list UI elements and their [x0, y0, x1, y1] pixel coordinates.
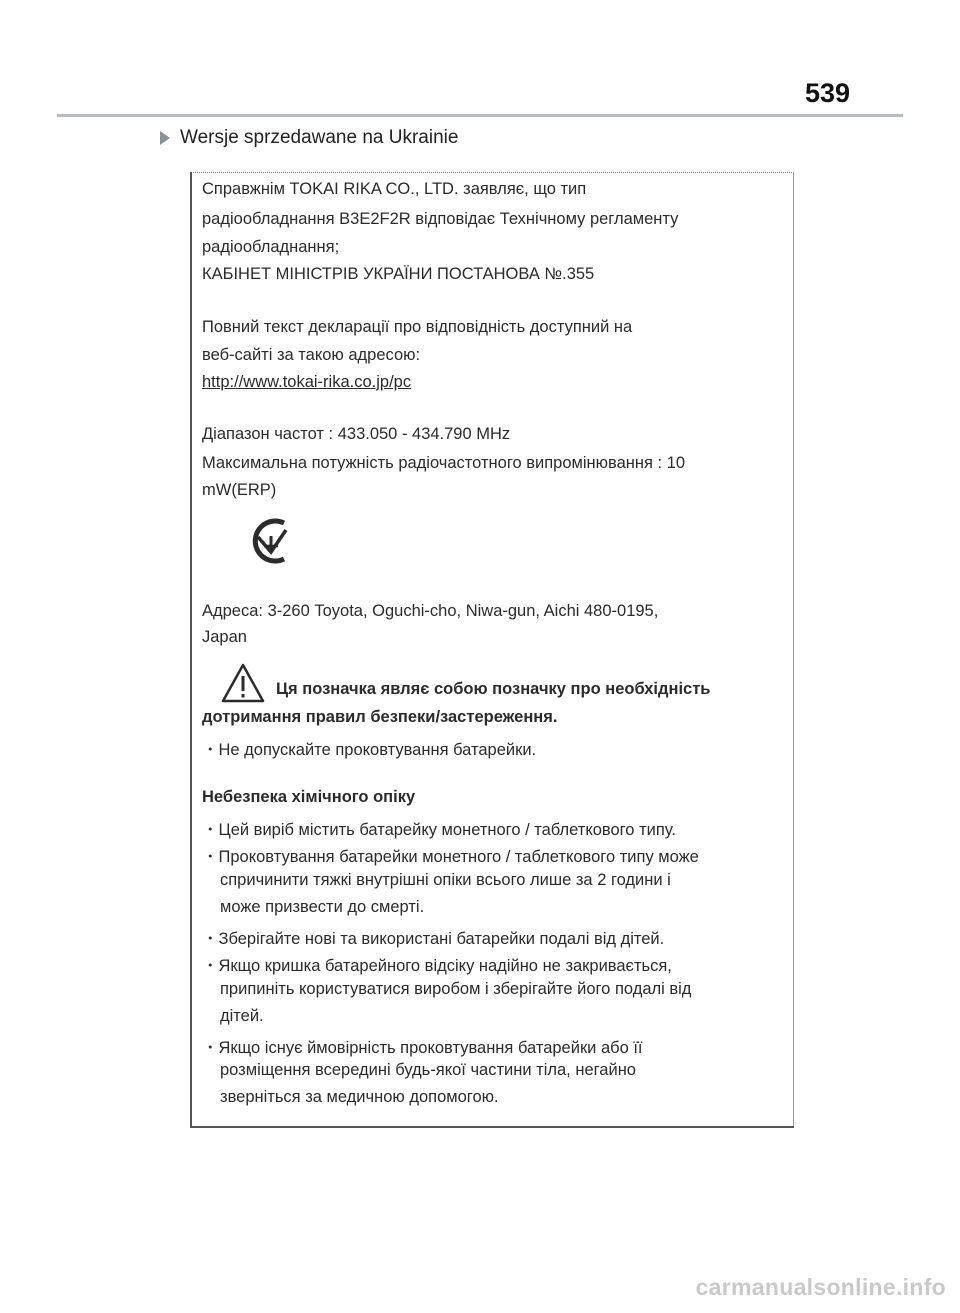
doc-border-bottom — [190, 1126, 794, 1128]
doc-line: Справжнім TOKAI RIKA CO., LTD. заявляє, що тип — [202, 180, 587, 198]
page-number: 539 — [804, 78, 850, 108]
doc-line: розміщення всередині будь-якої частини тіла, негайно — [220, 1061, 636, 1079]
doc-line: ・Цей виріб містить батарейку монетного / таблеткового типу. — [202, 821, 676, 839]
ukrainian-conformity-mark-icon — [244, 514, 298, 568]
doc-line: mW(ERP) — [202, 481, 277, 499]
declaration-document — [190, 172, 794, 1128]
section-heading-text: Wersje sprzedawane na Ukrainie — [180, 127, 459, 148]
doc-line: Максимальна потужність радіочастотного випромінювання : 10 — [202, 454, 686, 472]
declaration-url-link[interactable]: http://www.tokai-rika.co.jp/pc — [202, 373, 412, 391]
doc-line: радіообладнання; — [202, 238, 340, 256]
doc-border-top — [190, 172, 794, 174]
doc-line: зверніться за медичною допомогою. — [220, 1088, 499, 1106]
watermark: carmanualsonline.info — [695, 1274, 946, 1300]
doc-line: Japan — [202, 628, 247, 646]
doc-line: Діапазон частот : 433.050 - 434.790 MHz — [202, 425, 511, 443]
doc-line: дітей. — [220, 1007, 264, 1025]
doc-line: ・Якщо кришка батарейного відсіку надійно не закривається, — [202, 957, 672, 975]
doc-line: ・Не допускайте проковтування батарейки. — [202, 741, 537, 759]
doc-line: Ця позначка являє собою позначку про необхідність — [276, 680, 711, 698]
doc-border-right — [793, 172, 794, 1128]
doc-line: спричинити тяжкі внутрішні опіки всього лише за 2 години і — [220, 871, 671, 889]
doc-line: радіообладнання B3E2F2R відповідає Технічному регламенту — [202, 210, 679, 228]
doc-line: Небезпека хімічного опіку — [202, 788, 416, 806]
doc-line: ・Якщо існує ймовірність проковтування батарейки або її — [202, 1039, 643, 1057]
doc-line: веб-сайті за такою адресою: — [202, 346, 421, 364]
doc-border-left — [190, 172, 192, 1128]
doc-line: КАБІНЕТ МІНІСТРІВ УКРАЇНИ ПОСТАНОВА №.355 — [202, 265, 595, 283]
doc-line: ・Проковтування батарейки монетного / таблеткового типу може — [202, 848, 699, 866]
section-heading — [160, 127, 458, 149]
doc-line: може призвести до смерті. — [220, 898, 425, 916]
warning-triangle-icon — [220, 662, 266, 704]
triangle-right-icon — [160, 131, 170, 145]
doc-line: Адреса: 3-260 Toyota, Oguchi-cho, Niwa-gun, Aichi 480-0195, — [202, 602, 659, 620]
doc-line: дотримання правил безпеки/застереження. — [202, 708, 558, 726]
doc-line: Повний текст декларації про відповідність доступний на — [202, 318, 633, 336]
doc-line: ・Зберігайте нові та використані батарейки подалі від дітей. — [202, 930, 665, 948]
doc-line: припиніть користуватися виробом і зберігайте його подалі від — [220, 980, 692, 998]
header-rule — [57, 114, 903, 117]
